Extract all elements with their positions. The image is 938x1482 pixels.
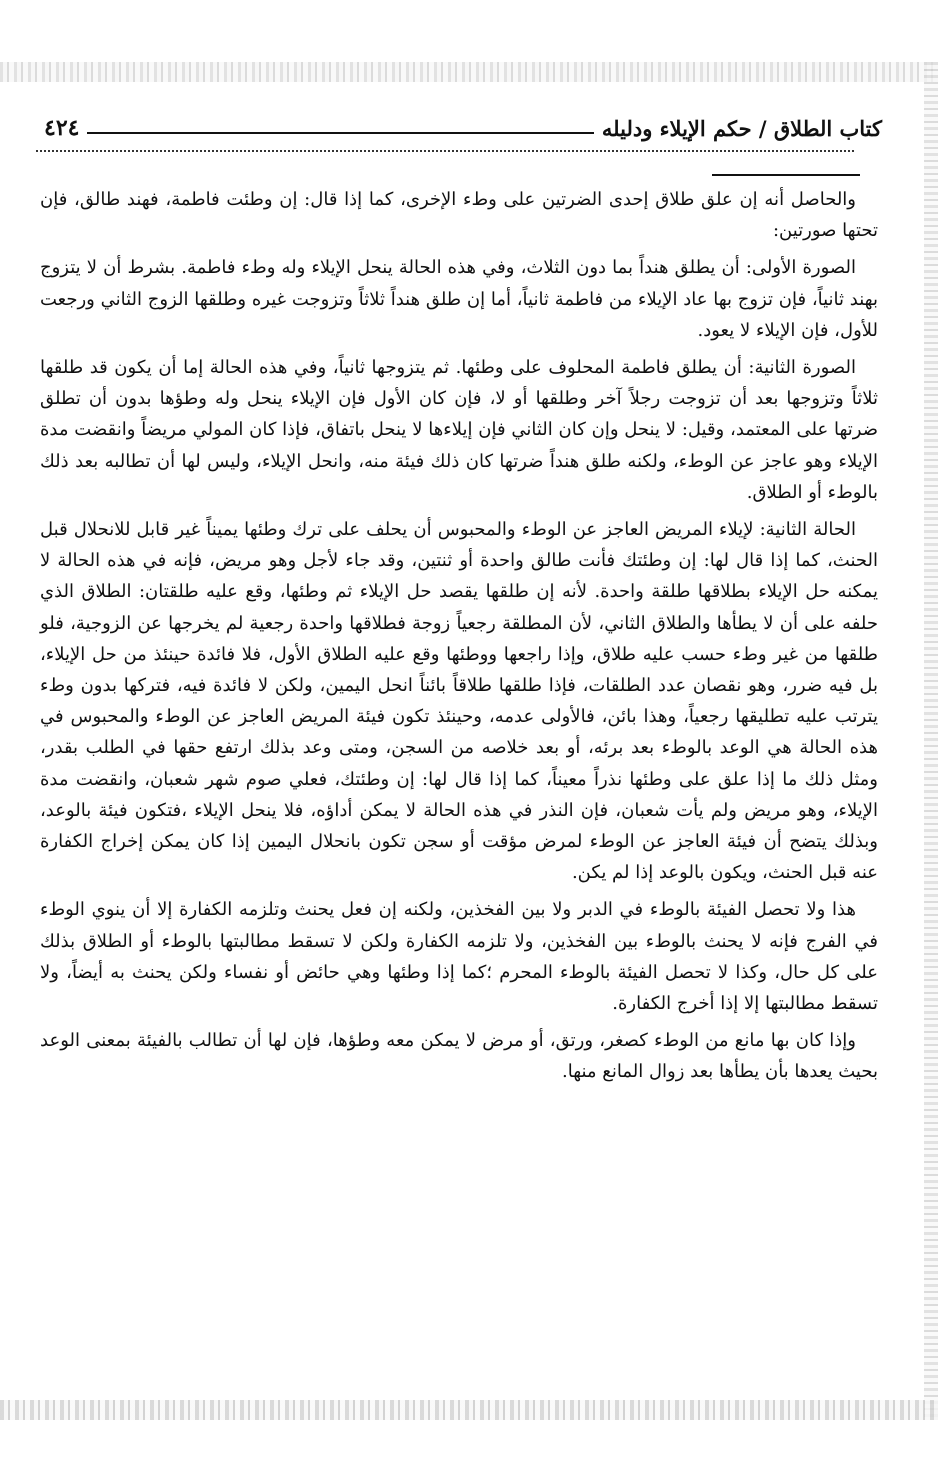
decorative-border-right: [924, 62, 938, 1420]
decorative-border-bottom: [0, 1400, 938, 1420]
paragraph: والحاصل أنه إن علق طلاق إحدى الضرتين على وطء الإخرى، كما إذا قال: إن وطئت فاطمة، فهند طالق، فإن تحتها صورتين:: [40, 189, 878, 242]
paragraph: هذا ولا تحصل الفيئة بالوطء في الدبر ولا بين الفخذين، ولكنه إن فعل يحنث وتلزمه الكفارة إلا أن ينوي الوطء في الفرج فإنه لا يحنث بالوطء بين الفخذين، ولا تلزمه الكفارة ولكن لا تسقط مطالبتها بالوطء أو الطلاق بذلك على كل حال، وكذا لا تحصل الفيئة بالوطء المحرم ؛كما إذا وطئها وهي حائض أو نفساء ولكن يحنث به أيضاً، ولا تسقط مطالبتها إلا إذا أخرج الكفارة.: [40, 899, 878, 1015]
decorative-border-top: [0, 62, 938, 82]
paragraph: الحالة الثانية: لإيلاء المريض العاجز عن الوطء والمحبوس أن يحلف على ترك وطئها يميناً غير قابل للانحلال قبل الحنث، كما إذا قال لها: إن وطئتك فأنت طالق واحدة أو ثنتين، وقد جاء لأجل وهو مريض، فإنه في هذه الحالة لا يمكنه حل الإيلاء بطلاقها طلقة واحدة. لأنه إن طلقها يقصد حل الإيلاء ثم وطئها، وقع عليه طلقتان: الطلاق الذي حلفه على أن لا يطأها والطلاق الثاني، لأن المطلقة رجعياً زوجة فطلاقها واحدة رجعية لم يخرجها عن الزوجية، فلو طلقها من غير وطء حسب عليه طلاق، وإذا راجعها ووطئها وقع عليه الطلاق الأول، فلا فائدة حينئذ من حل الإيلاء، بل فيه ضرر، وهو نقصان عدد الطلقات، فإذا طلقها طلاقاً بائناً انحل اليمين، ولكن لا فائدة فيه، فتركها بدون وطء يترتب عليه تطليقها رجعياً، وهذا بائن، فالأولى عدمه، وحينئذ تكون فيئة المريض العاجز عن الوطء والمحبوس في هذه الحالة هي الوعد بالوطء بعد برئه، أو بعد خلاصه من السجن، ومتى وعد بذلك ارتفع حقها في الطلب بقدر، ومثل ذلك ما إذا علق على وطئها نذراً معيناً، كما إذا قال لها: إن وطئتك، فعلي صوم شهر شعبان، وانقضت مدة الإيلاء، وهو مريض ولم يأت شعبان، فإن النذر في هذه الحالة لا يمكن أداؤه، فلا ينحل الإيلاء ،فتكون فيئة بالوعد، وبذلك يتضح أن فيئة العاجز عن الوطء لمرض مؤقت أو سجن تكون بانحلال اليمين إذا كان يمكن إخراج الكفارة عنه قبل الحنث، ويكون بالوعد إذا لم يكن.: [40, 519, 878, 884]
running-title: كتاب الطلاق / حكم الإيلاء ودليله: [601, 115, 882, 141]
paragraph: الصورة الأولى: أن يطلق هنداً بما دون الثلاث، وفي هذه الحالة ينحل الإيلاء وله وطء فاطمة. بشرط أن لا يتزوج بهند ثانياً، فإن تزوج بها عاد الإيلاء من فاطمة ثانياً، أما إن طلق هنداً ثلاثاً وتزوجت غيره وطلقها الزوج الثاني ورجعت للأول، فإن الإيلاء لا يعود.: [40, 257, 878, 341]
header-dotted-divider: [36, 150, 854, 152]
paragraph: وإذا كان بها مانع من الوطء كصغر، ورتق، أو مرض لا يمكن معه وطؤها، فإن لها أن تطالب بالفيئة بمعنى الوعد بحيث يعدها بأن يطأها بعد زوال المانع منها.: [40, 1030, 878, 1083]
header-rule: [87, 132, 593, 134]
header-short-divider: [712, 174, 860, 176]
paragraph: الصورة الثانية: أن يطلق فاطمة المحلوف على وطئها. ثم يتزوجها ثانياً، وفي هذه الحالة إما أن يكون قد طلقها ثلاثاً وتزوجها بعد أن تزوجت رجلاً آخر وطلقها أو لا، فإن كان الأول فإن الإيلاء ينحل وله وطؤها بدون أن تطلق ضرتها على المعتمد، وقيل: لا ينحل وإن كان الثاني فإن إيلاءها لا ينحل باتفاق، فإذا كان المولي مريضاً وانقضت مدة الإيلاء وهو عاجز عن الوطء، ولكنه طلق هنداً ضرتها كان ذلك فيئة منه، وانحل الإيلاء، وليس لها أن تطالبه بعد ذلك بالوطء أو الطلاق.: [40, 357, 878, 503]
body-text: [40, 184, 878, 1094]
page-header: [36, 108, 888, 148]
page-number: ٤٢٤: [44, 115, 80, 141]
